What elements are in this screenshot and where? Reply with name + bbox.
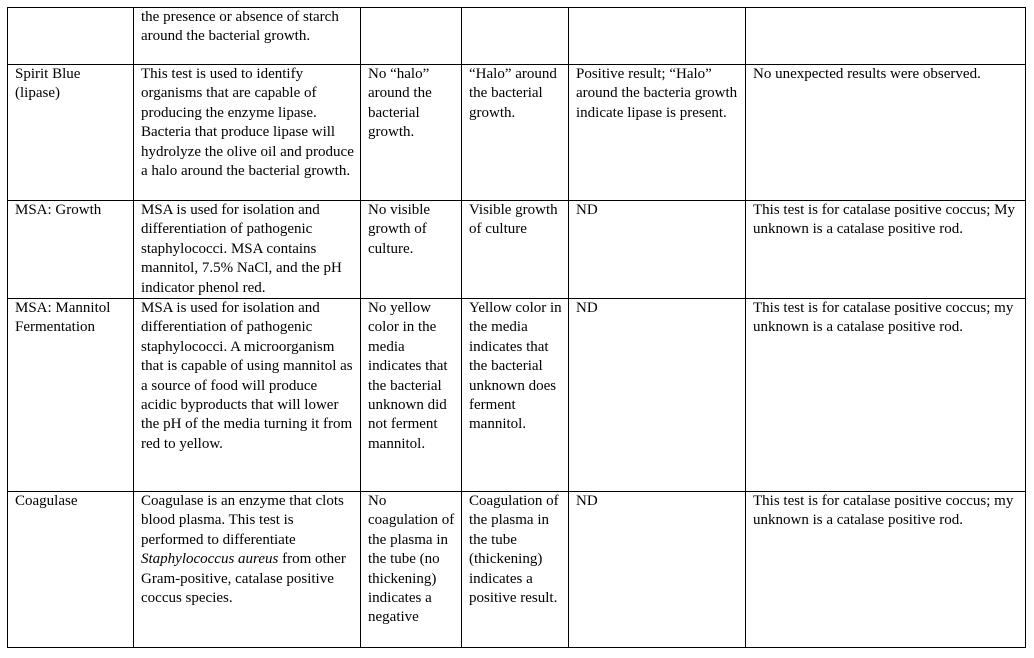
negative-cell: No yellow color in the media indicates that the bacterial unknown did not ferment mannitol. [361, 299, 462, 492]
positive-cell: Coagulation of the plasma in the tube (thickening) indicates a positive result. [462, 492, 569, 648]
table-row [8, 492, 1026, 648]
purpose-text-end: from other Gram-positive, catalase positive coccus species. [141, 551, 346, 607]
purpose-text-start: Coagulase is an enzyme that clots blood plasma. This test is performed to differentiate [141, 493, 344, 548]
result-cell: ND [569, 492, 746, 648]
purpose-cell: This test is used to identify organisms that are capable of producing the enzyme lipase. Bacteria that produce lipase will hydrolyze the olive oil and produce a halo around the bacterial growth. [134, 65, 361, 201]
negative-cell: No “halo” around the bacterial growth. [361, 65, 462, 201]
result-cell: ND [569, 299, 746, 492]
table-row [8, 299, 1026, 492]
notes-cell: This test is for catalase positive coccus; my unknown is a catalase positive rod. [746, 299, 1026, 492]
positive-cell: “Halo” around the bacterial growth. [462, 65, 569, 201]
test-name-cell [8, 8, 134, 65]
test-name-cell: Coagulase [8, 492, 134, 648]
result-cell: ND [569, 201, 746, 299]
results-table [7, 7, 1026, 648]
notes-cell [746, 8, 1026, 65]
purpose-cell: MSA is used for isolation and differentiation of pathogenic staphylococci. A microorganism that is capable of using mannitol as a source of food will produce acidic byproducts that will lower the pH of the media turning it from red to yellow. [134, 299, 361, 492]
result-cell [569, 8, 746, 65]
test-name-cell: MSA: Growth [8, 201, 134, 299]
positive-cell: Visible growth of culture [462, 201, 569, 299]
negative-cell [361, 8, 462, 65]
organism-name: Staphylococcus aureus [141, 551, 279, 568]
positive-cell [462, 8, 569, 65]
result-cell: Positive result; “Halo” around the bacteria growth indicate lipase is present. [569, 65, 746, 201]
table-row [8, 8, 1026, 65]
positive-cell: Yellow color in the media indicates that the bacterial unknown does ferment mannitol. [462, 299, 569, 492]
notes-cell: No unexpected results were observed. [746, 65, 1026, 201]
negative-cell: No coagulation of the plasma in the tube (no thickening) indicates a negative [361, 492, 462, 648]
notes-cell: This test is for catalase positive coccus; my unknown is a catalase positive rod. [746, 492, 1026, 648]
purpose-cell [134, 492, 361, 648]
purpose-cell: MSA is used for isolation and differentiation of pathogenic staphylococci. MSA contains mannitol, 7.5% NaCl, and the pH indicator phenol red. [134, 201, 361, 299]
test-name-cell: Spirit Blue (lipase) [8, 65, 134, 201]
table-row [8, 65, 1026, 201]
test-name-cell: MSA: Mannitol Fermentation [8, 299, 134, 492]
notes-cell: This test is for catalase positive coccus; My unknown is a catalase positive rod. [746, 201, 1026, 299]
negative-cell: No visible growth of culture. [361, 201, 462, 299]
table-row [8, 201, 1026, 299]
purpose-cell: the presence or absence of starch around the bacterial growth. [134, 8, 361, 65]
